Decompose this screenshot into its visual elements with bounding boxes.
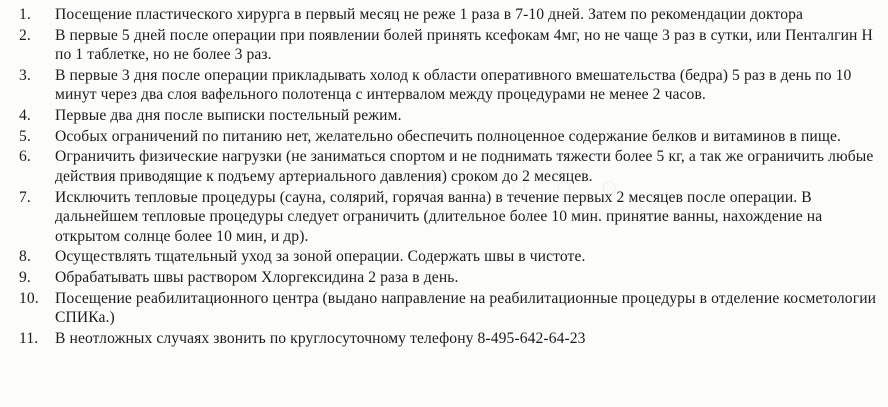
item-text: Ограничить физические нагрузки (не заниматься спортом и не поднимать тяжести более 5 кг, а так же ограничить любые действия приводящие к подъему артериального давления) сроком до 2 месяцев. bbox=[55, 148, 874, 185]
item-text: Посещение пластического хирурга в первый месяц не реже 1 раза в 7-10 дней. Затем по рекомендации доктора bbox=[55, 6, 804, 23]
item-text: Осуществлять тщательный уход за зоной операции. Содержать швы в чистоте. bbox=[55, 248, 586, 266]
list-item bbox=[0, 106, 888, 126]
list-item bbox=[0, 147, 888, 186]
item-number: 6. bbox=[19, 148, 31, 166]
item-number: 5. bbox=[19, 127, 31, 145]
list-item bbox=[0, 26, 888, 65]
item-number: 3. bbox=[19, 66, 31, 84]
item-text: Первые два дня после выписки постельный режим. bbox=[55, 107, 402, 125]
item-text: Посещение реабилитационного центра (выдано направление на реабилитационные процедуры в отделение косметологии СПИКа.) bbox=[55, 289, 877, 327]
list-item bbox=[0, 66, 888, 105]
list-item bbox=[0, 329, 888, 349]
item-text: В первые 3 дня после операции прикладывать холод к области оперативного вмешательства (бедра) 5 раз в день по 10 минут через два слоя вафельного полотенца с интервалом между процедурами не менее 2 часов. bbox=[55, 66, 852, 104]
list-item bbox=[0, 188, 888, 247]
item-number: 11. bbox=[19, 329, 39, 347]
item-text: В первые 5 дней после операции при появлении болей принять ксефокам 4мг, но не чаще 3 раз в сутки, или Пенталгин Н по 1 таблетке, но не более 3 раз. bbox=[55, 26, 873, 64]
list-item bbox=[0, 247, 888, 267]
item-number: 7. bbox=[19, 188, 31, 206]
item-number: 10. bbox=[19, 289, 39, 307]
item-text: В неотложных случаях звонить по круглосуточному телефону 8-495-642-64-23 bbox=[55, 329, 586, 347]
item-number: 9. bbox=[19, 269, 31, 286]
list-item bbox=[0, 5, 888, 25]
item-number: 8. bbox=[19, 248, 31, 266]
list-item bbox=[0, 127, 888, 147]
list-item bbox=[0, 268, 888, 288]
item-number: 2. bbox=[19, 26, 31, 44]
item-text: Особых ограничений по питанию нет, желательно обеспечить полноценное содержание белков и витаминов в пище. bbox=[55, 127, 841, 145]
item-text: Исключить тепловые процедуры (сауна, солярий, горячая ванна) в течение первых 2 месяцев после операции. В дальнейшем тепловые процедуры следует ограничить (длительное более 10 мин. принятие ванны, нахождение на открытом солнце более 10 мин, и др). bbox=[55, 188, 823, 245]
instructions-list bbox=[0, 5, 888, 350]
item-number: 4. bbox=[19, 107, 31, 125]
item-number: 1. bbox=[19, 6, 31, 23]
list-item bbox=[0, 289, 888, 328]
item-text: Обрабатывать швы раствором Хлоргексидина 2 раза в день. bbox=[55, 269, 459, 286]
